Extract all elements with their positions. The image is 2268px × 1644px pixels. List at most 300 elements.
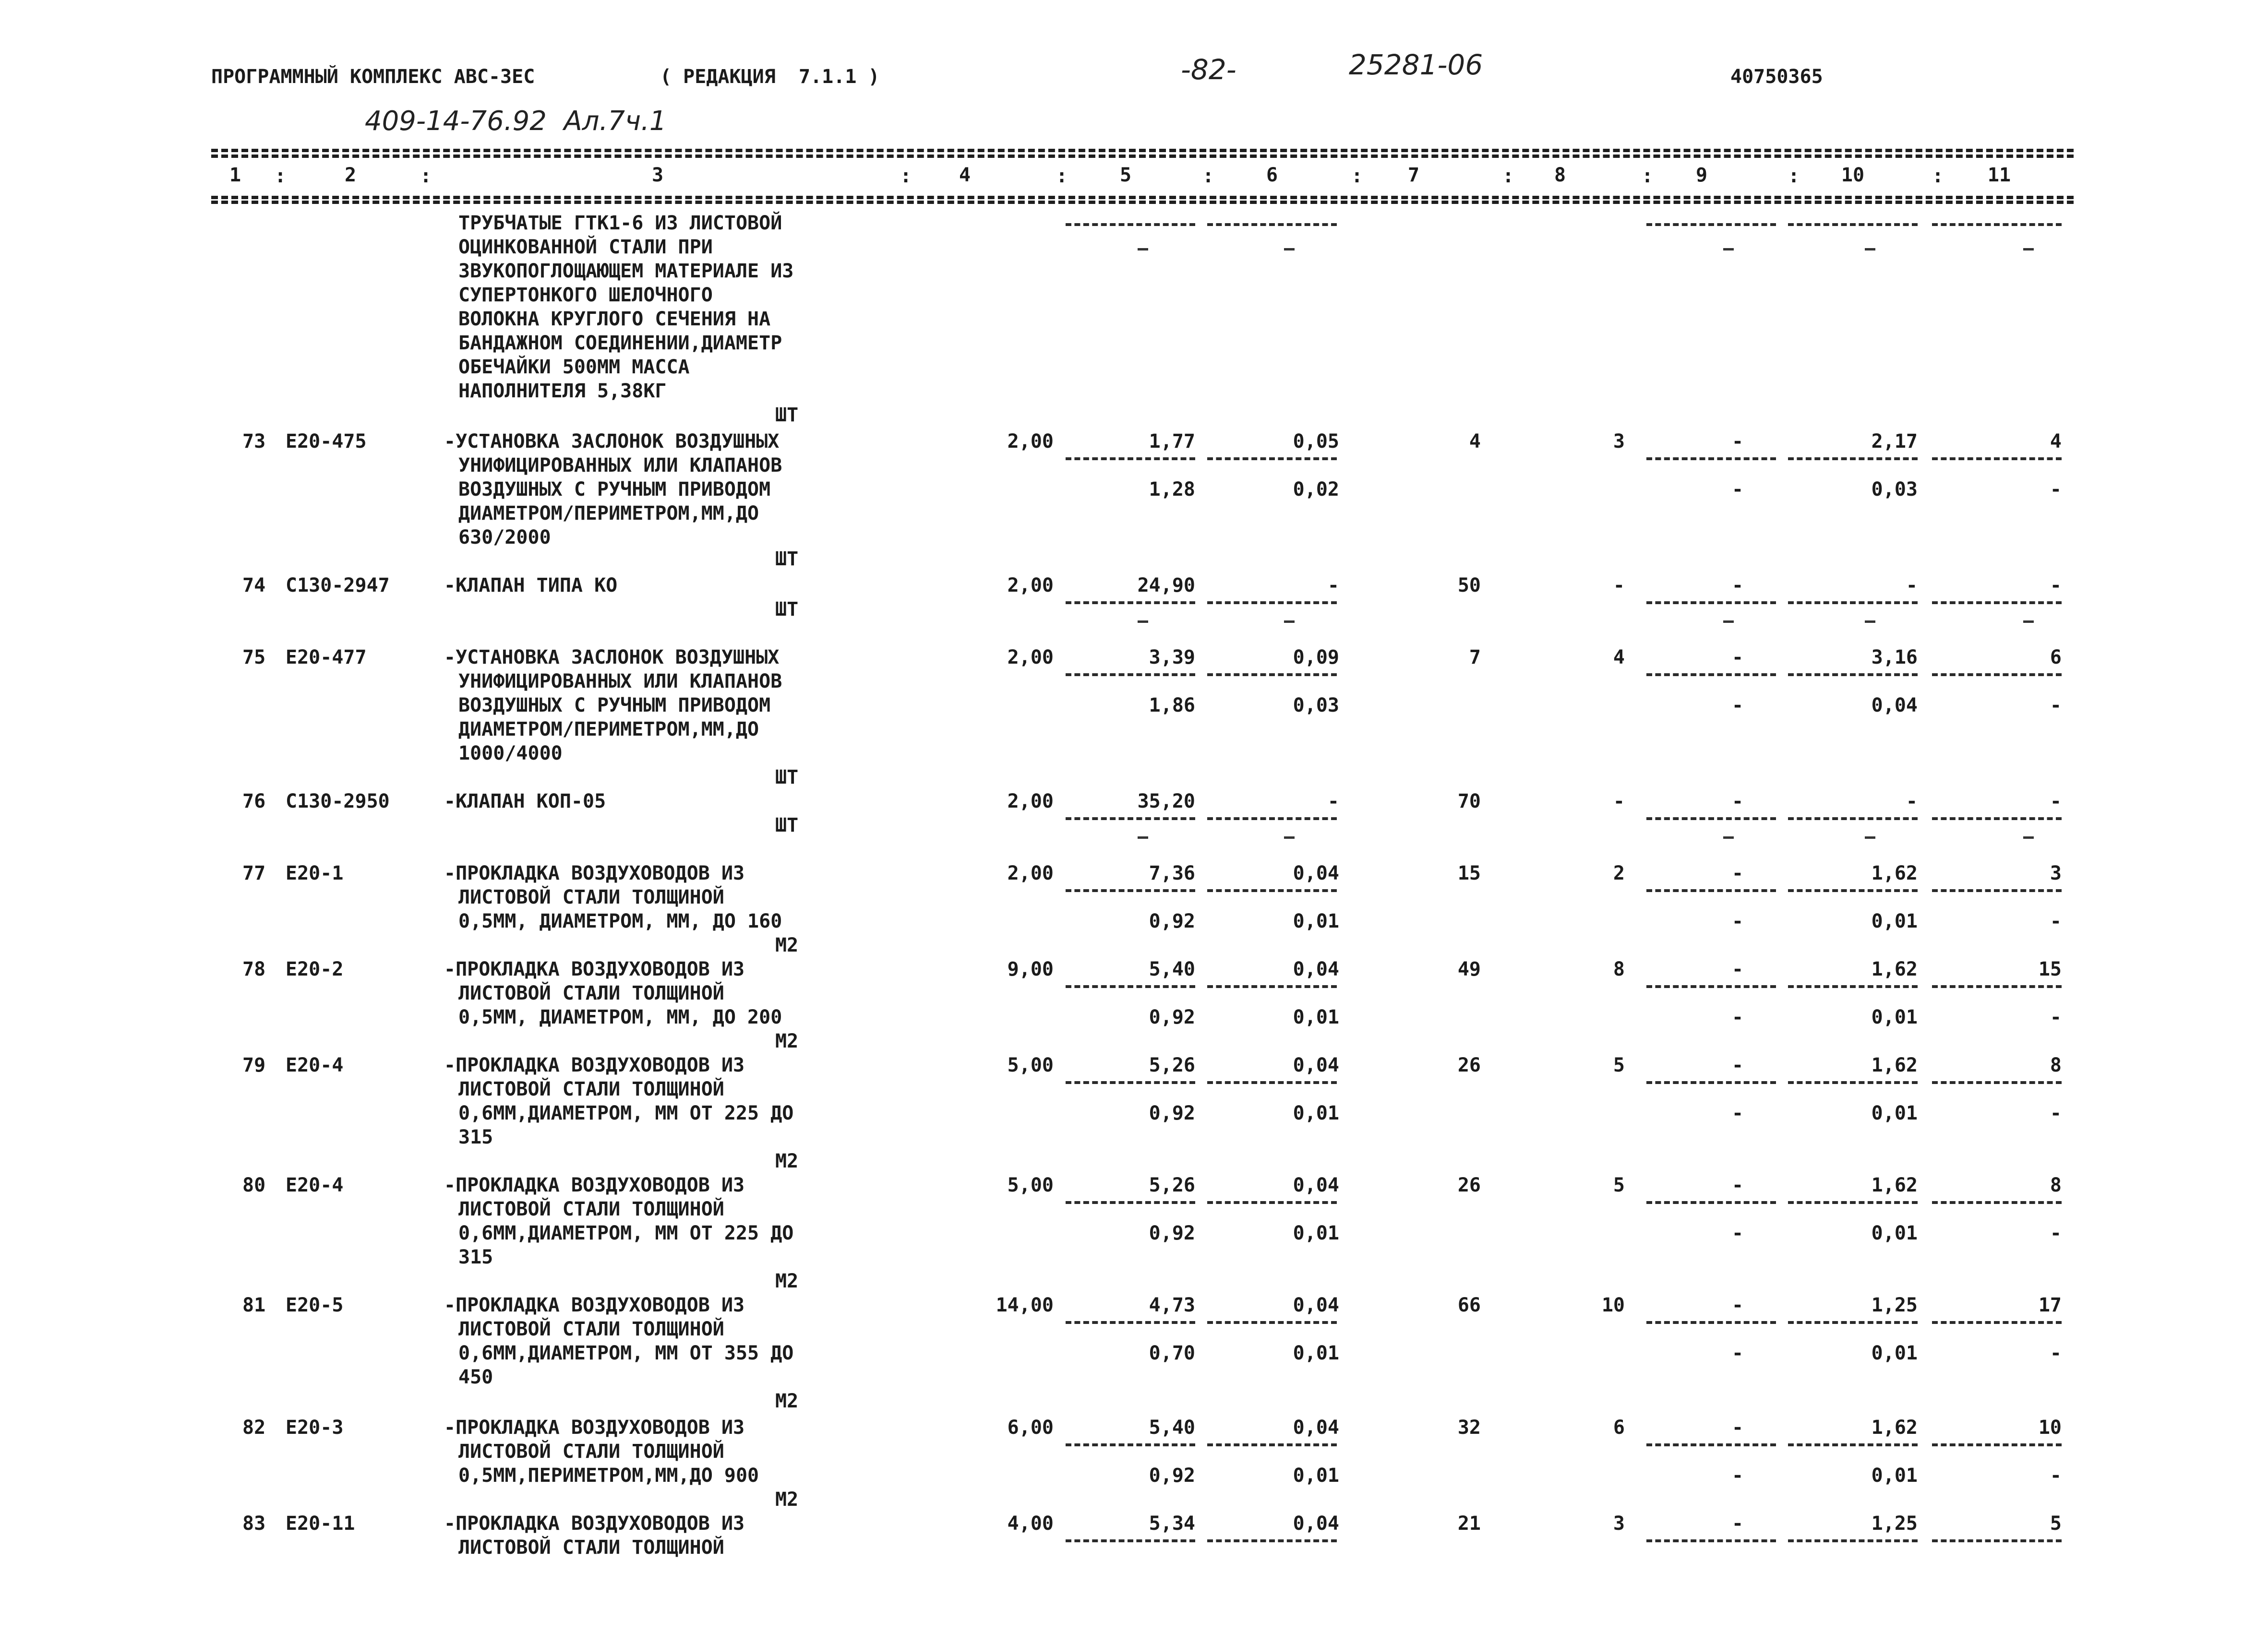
column-separator: : xyxy=(1202,165,1214,187)
description-line: -УСТАНОВКА ЗАСЛОНОК ВОЗДУШНЫХ xyxy=(444,646,780,668)
column-separator: : xyxy=(420,165,432,187)
column-9-sub-cell: - xyxy=(1731,1465,1744,1487)
description-line: ОБЕЧАЙКИ 500ММ МАССА xyxy=(458,356,690,378)
empty-cell-dash xyxy=(1865,836,1875,839)
column-7-cell: 50 xyxy=(1457,574,1481,596)
separator-rule xyxy=(1066,1321,1195,1324)
empty-cell-dash xyxy=(1284,248,1295,250)
separator-rule xyxy=(1207,601,1337,604)
description-line: -ПРОКЛАДКА ВОЗДУХОВОДОВ ИЗ xyxy=(444,958,745,980)
resource-code: Е20-4 xyxy=(286,1054,344,1076)
column-10-sub-cell: 0,01 xyxy=(1871,910,1918,932)
column-11-sub-cell: - xyxy=(2050,1342,2062,1364)
description-line: -ПРОКЛАДКА ВОЗДУХОВОДОВ ИЗ xyxy=(444,1174,745,1196)
column-11-cell: 4 xyxy=(2050,430,2062,453)
column-6-sub-cell: 0,01 xyxy=(1293,1342,1339,1364)
column-11-cell: - xyxy=(2050,574,2062,596)
separator-rule xyxy=(1207,985,1337,988)
separator-rule xyxy=(1932,985,2062,988)
column-6-cell: - xyxy=(1327,790,1339,812)
separator-rule xyxy=(1788,601,1918,604)
column-11-cell: 3 xyxy=(2050,862,2062,884)
row-number: 78 xyxy=(242,958,266,980)
unit-label: ШТ xyxy=(775,598,799,620)
separator-rule xyxy=(1207,1081,1337,1084)
unit-cost-sub-cell: 0,92 xyxy=(1149,1006,1195,1028)
separator-rule xyxy=(1646,457,1776,460)
column-9-cell: - xyxy=(1731,1174,1744,1196)
column-6-sub-cell: 0,01 xyxy=(1293,1006,1339,1028)
separator-rule xyxy=(1207,1201,1337,1204)
column-6-sub-cell: 0,01 xyxy=(1293,1102,1339,1124)
unit-cost-sub-cell: 0,92 xyxy=(1149,910,1195,932)
column-9-sub-cell: - xyxy=(1731,1102,1744,1124)
separator-rule xyxy=(1207,223,1337,226)
column-7-cell: 15 xyxy=(1457,862,1481,884)
unit-label: ШТ xyxy=(775,814,799,836)
separator-rule xyxy=(1646,1081,1776,1084)
unit-label: ШТ xyxy=(775,766,799,788)
quantity-cell: 9,00 xyxy=(1007,958,1054,980)
unit-cost-cell: 4,73 xyxy=(1149,1294,1195,1316)
separator-rule xyxy=(1788,1443,1918,1446)
quantity-cell: 4,00 xyxy=(1007,1513,1054,1535)
column-7-cell: 32 xyxy=(1457,1417,1481,1439)
program-title: ПРОГРАММНЫЙ КОМПЛЕКС АВС-3ЕС xyxy=(211,66,535,88)
separator-rule xyxy=(1788,223,1918,226)
column-10-cell: 1,25 xyxy=(1871,1513,1918,1535)
unit-label: М2 xyxy=(775,1030,799,1052)
description-line: -ПРОКЛАДКА ВОЗДУХОВОДОВ ИЗ xyxy=(444,862,745,884)
unit-cost-cell: 5,26 xyxy=(1149,1054,1195,1076)
empty-cell-dash xyxy=(1284,836,1295,839)
column-6-cell: 0,04 xyxy=(1293,1294,1339,1316)
separator-rule xyxy=(1066,457,1195,460)
column-11-sub-cell: - xyxy=(2050,910,2062,932)
column-separator: : xyxy=(275,165,287,187)
separator-rule xyxy=(1066,223,1195,226)
column-11-cell: 10 xyxy=(2038,1417,2062,1439)
description-line: БАНДАЖНОМ СОЕДИНЕНИИ,ДИАМЕТР xyxy=(458,332,782,354)
column-8-cell: 4 xyxy=(1613,646,1625,668)
separator-rule xyxy=(1646,1443,1776,1446)
column-header-8: 8 xyxy=(1554,164,1566,186)
unit-label: ШТ xyxy=(775,548,799,570)
column-9-cell: - xyxy=(1731,646,1744,668)
column-9-sub-cell: - xyxy=(1731,478,1744,500)
column-7-cell: 49 xyxy=(1457,958,1481,980)
column-9-cell: - xyxy=(1731,1513,1744,1535)
separator-rule xyxy=(1932,1443,2062,1446)
empty-cell-dash xyxy=(1865,248,1875,250)
separator-rule xyxy=(1066,1201,1195,1204)
column-6-sub-cell: 0,02 xyxy=(1293,478,1339,500)
column-6-cell: 0,04 xyxy=(1293,1417,1339,1439)
column-11-sub-cell: - xyxy=(2050,694,2062,716)
description-line: ЛИСТОВОЙ СТАЛИ ТОЛЩИНОЙ xyxy=(458,1318,724,1340)
column-header-4: 4 xyxy=(959,164,971,186)
column-11-sub-cell: - xyxy=(2050,1222,2062,1244)
column-10-cell: 1,62 xyxy=(1871,862,1918,884)
column-8-cell: 10 xyxy=(1601,1294,1625,1316)
column-10-cell: - xyxy=(1906,790,1918,812)
column-6-cell: - xyxy=(1327,574,1339,596)
column-separator: : xyxy=(1932,165,1944,187)
unit-label: М2 xyxy=(775,1390,799,1412)
unit-cost-sub-cell: 0,70 xyxy=(1149,1342,1195,1364)
column-7-cell: 21 xyxy=(1457,1513,1481,1535)
quantity-cell: 2,00 xyxy=(1007,790,1054,812)
quantity-cell: 2,00 xyxy=(1007,646,1054,668)
row-number: 81 xyxy=(242,1294,266,1316)
row-number: 75 xyxy=(242,646,266,668)
handwritten-reference: 409-14-76.92 Ал.7ч.1 xyxy=(365,106,667,137)
separator-rule xyxy=(1788,1321,1918,1324)
description-line: ДИАМЕТРОМ/ПЕРИМЕТРОМ,ММ,ДО xyxy=(458,718,759,740)
separator-rule xyxy=(1207,457,1337,460)
separator-rule xyxy=(1207,673,1337,676)
separator-rule xyxy=(1788,889,1918,892)
column-10-sub-cell: 0,01 xyxy=(1871,1006,1918,1028)
unit-cost-cell: 35,20 xyxy=(1137,790,1195,812)
description-line: СУПЕРТОНКОГО ШЕЛОЧНОГО xyxy=(458,284,713,306)
description-line: -КЛАПАН КОП-05 xyxy=(444,790,606,812)
empty-cell-dash xyxy=(1138,248,1148,250)
column-6-cell: 0,05 xyxy=(1293,430,1339,453)
column-7-cell: 26 xyxy=(1457,1174,1481,1196)
description-line: ДИАМЕТРОМ/ПЕРИМЕТРОМ,ММ,ДО xyxy=(458,502,759,524)
column-11-sub-cell: - xyxy=(2050,1006,2062,1028)
separator-rule xyxy=(1207,1443,1337,1446)
separator-rule xyxy=(1066,1539,1195,1542)
unit-label: М2 xyxy=(775,1150,799,1172)
column-11-cell: - xyxy=(2050,790,2062,812)
column-7-cell: 70 xyxy=(1457,790,1481,812)
separator-rule xyxy=(1646,985,1776,988)
resource-code: Е20-477 xyxy=(286,646,367,668)
column-separator: : xyxy=(1502,165,1514,187)
separator-rule xyxy=(1646,1539,1776,1542)
separator-rule xyxy=(1788,1201,1918,1204)
description-line: 315 xyxy=(458,1246,493,1268)
separator-rule xyxy=(1646,223,1776,226)
quantity-cell: 5,00 xyxy=(1007,1054,1054,1076)
row-number: 76 xyxy=(242,790,266,812)
column-11-cell: 8 xyxy=(2050,1054,2062,1076)
header-top-rule-2 xyxy=(211,155,2074,158)
resource-code: Е20-5 xyxy=(286,1294,344,1316)
unit-cost-cell: 5,40 xyxy=(1149,1417,1195,1439)
description-line: 0,5ММ, ДИАМЕТРОМ, ММ, ДО 200 xyxy=(458,1006,782,1028)
separator-rule xyxy=(1788,985,1918,988)
description-line: ТРУБЧАТЫЕ ГТК1-6 ИЗ ЛИСТОВОЙ xyxy=(458,212,782,234)
description-line: -ПРОКЛАДКА ВОЗДУХОВОДОВ ИЗ xyxy=(444,1054,745,1076)
empty-cell-dash xyxy=(1138,620,1148,623)
resource-code: Е20-475 xyxy=(286,430,367,453)
column-11-sub-cell: - xyxy=(2050,1465,2062,1487)
column-header-11: 11 xyxy=(1987,164,2011,186)
column-9-sub-cell: - xyxy=(1731,1342,1744,1364)
column-6-sub-cell: 0,01 xyxy=(1293,1465,1339,1487)
empty-cell-dash xyxy=(1723,248,1734,250)
column-separator: : xyxy=(1642,165,1654,187)
column-10-sub-cell: 0,01 xyxy=(1871,1465,1918,1487)
document-code: 40750365 xyxy=(1730,66,1823,88)
separator-rule xyxy=(1788,1539,1918,1542)
column-6-cell: 0,04 xyxy=(1293,1054,1339,1076)
continuation-unit: ШТ xyxy=(775,404,799,426)
separator-rule xyxy=(1066,985,1195,988)
description-line: 0,6ММ,ДИАМЕТРОМ, ММ ОТ 225 ДО xyxy=(458,1102,794,1124)
description-line: УНИФИЦИРОВАННЫХ ИЛИ КЛАПАНОВ xyxy=(458,670,782,692)
quantity-cell: 6,00 xyxy=(1007,1417,1054,1439)
header-bottom-rule-2 xyxy=(211,201,2074,204)
unit-cost-cell: 5,40 xyxy=(1149,958,1195,980)
quantity-cell: 2,00 xyxy=(1007,574,1054,596)
unit-cost-cell: 5,34 xyxy=(1149,1513,1195,1535)
unit-cost-cell: 3,39 xyxy=(1149,646,1195,668)
column-8-cell: 5 xyxy=(1613,1054,1625,1076)
description-line: ЛИСТОВОЙ СТАЛИ ТОЛЩИНОЙ xyxy=(458,1537,724,1559)
column-6-cell: 0,09 xyxy=(1293,646,1339,668)
column-header-9: 9 xyxy=(1695,164,1708,186)
separator-rule xyxy=(1646,889,1776,892)
unit-cost-sub-cell: 1,86 xyxy=(1149,694,1195,716)
column-9-sub-cell: - xyxy=(1731,1006,1744,1028)
description-line: 0,5ММ, ДИАМЕТРОМ, ММ, ДО 160 xyxy=(458,910,782,932)
column-10-sub-cell: 0,03 xyxy=(1871,478,1918,500)
column-8-cell: 5 xyxy=(1613,1174,1625,1196)
column-8-cell: - xyxy=(1613,790,1625,812)
column-11-cell: 15 xyxy=(2038,958,2062,980)
column-8-cell: 2 xyxy=(1613,862,1625,884)
column-10-cell: - xyxy=(1906,574,1918,596)
column-separator: : xyxy=(1351,165,1363,187)
column-9-cell: - xyxy=(1731,1417,1744,1439)
separator-rule xyxy=(1066,601,1195,604)
column-10-sub-cell: 0,01 xyxy=(1871,1102,1918,1124)
column-8-cell: 8 xyxy=(1613,958,1625,980)
separator-rule xyxy=(1646,817,1776,820)
column-11-cell: 6 xyxy=(2050,646,2062,668)
separator-rule xyxy=(1207,817,1337,820)
description-line: 450 xyxy=(458,1366,493,1388)
column-10-cell: 3,16 xyxy=(1871,646,1918,668)
column-10-cell: 2,17 xyxy=(1871,430,1918,453)
separator-rule xyxy=(1207,1321,1337,1324)
column-header-2: 2 xyxy=(344,164,357,186)
description-line: 0,6ММ,ДИАМЕТРОМ, ММ ОТ 225 ДО xyxy=(458,1222,794,1244)
separator-rule xyxy=(1932,673,2062,676)
separator-rule xyxy=(1066,1081,1195,1084)
description-line: -УСТАНОВКА ЗАСЛОНОК ВОЗДУШНЫХ xyxy=(444,430,780,453)
unit-cost-cell: 5,26 xyxy=(1149,1174,1195,1196)
description-line: ЛИСТОВОЙ СТАЛИ ТОЛЩИНОЙ xyxy=(458,1078,724,1100)
unit-cost-sub-cell: 0,92 xyxy=(1149,1102,1195,1124)
description-line: УНИФИЦИРОВАННЫХ ИЛИ КЛАПАНОВ xyxy=(458,454,782,477)
row-number: 82 xyxy=(242,1417,266,1439)
unit-cost-cell: 1,77 xyxy=(1149,430,1195,453)
description-line: ЛИСТОВОЙ СТАЛИ ТОЛЩИНОЙ xyxy=(458,1441,724,1463)
unit-label: М2 xyxy=(775,934,799,956)
column-7-cell: 4 xyxy=(1469,430,1481,453)
column-6-cell: 0,04 xyxy=(1293,1174,1339,1196)
column-10-cell: 1,62 xyxy=(1871,1417,1918,1439)
column-header-10: 10 xyxy=(1841,164,1865,186)
empty-cell-dash xyxy=(1138,836,1148,839)
row-number: 73 xyxy=(242,430,266,453)
column-9-cell: - xyxy=(1731,790,1744,812)
column-9-cell: - xyxy=(1731,430,1744,453)
resource-code: Е20-2 xyxy=(286,958,344,980)
column-9-cell: - xyxy=(1731,958,1744,980)
column-8-cell: 3 xyxy=(1613,430,1625,453)
description-line: -ПРОКЛАДКА ВОЗДУХОВОДОВ ИЗ xyxy=(444,1513,745,1535)
column-header-7: 7 xyxy=(1407,164,1420,186)
description-line: ЗВУКОПОГЛОЩАЮЩЕМ МАТЕРИАЛЕ ИЗ xyxy=(458,260,794,282)
empty-cell-dash xyxy=(1723,620,1734,623)
column-header-1: 1 xyxy=(229,164,241,186)
description-line: ВОЗДУШНЫХ С РУЧНЫМ ПРИВОДОМ xyxy=(458,694,771,716)
column-10-sub-cell: 0,01 xyxy=(1871,1222,1918,1244)
separator-rule xyxy=(1646,1201,1776,1204)
column-6-sub-cell: 0,01 xyxy=(1293,1222,1339,1244)
separator-rule xyxy=(1788,673,1918,676)
column-10-cell: 1,62 xyxy=(1871,1174,1918,1196)
row-number: 80 xyxy=(242,1174,266,1196)
edition-label: ( РЕДАКЦИЯ 7.1.1 ) xyxy=(660,66,880,88)
resource-code: С130-2950 xyxy=(286,790,390,812)
description-line: -ПРОКЛАДКА ВОЗДУХОВОДОВ ИЗ xyxy=(444,1417,745,1439)
separator-rule xyxy=(1646,673,1776,676)
column-11-sub-cell: - xyxy=(2050,478,2062,500)
row-number: 77 xyxy=(242,862,266,884)
resource-code: Е20-3 xyxy=(286,1417,344,1439)
description-line: 0,5ММ,ПЕРИМЕТРОМ,ММ,ДО 900 xyxy=(458,1465,759,1487)
column-separator: : xyxy=(1056,165,1068,187)
separator-rule xyxy=(1932,223,2062,226)
description-line: -ПРОКЛАДКА ВОЗДУХОВОДОВ ИЗ xyxy=(444,1294,745,1316)
column-9-cell: - xyxy=(1731,862,1744,884)
row-number: 79 xyxy=(242,1054,266,1076)
header-top-rule xyxy=(211,149,2074,152)
resource-code: Е20-1 xyxy=(286,862,344,884)
column-9-cell: - xyxy=(1731,1294,1744,1316)
unit-label: М2 xyxy=(775,1489,799,1511)
column-8-cell: - xyxy=(1613,574,1625,596)
quantity-cell: 5,00 xyxy=(1007,1174,1054,1196)
separator-rule xyxy=(1207,889,1337,892)
column-7-cell: 7 xyxy=(1469,646,1481,668)
empty-cell-dash xyxy=(1723,836,1734,839)
empty-cell-dash xyxy=(2023,620,2034,623)
column-header-3: 3 xyxy=(651,164,664,186)
row-number: 74 xyxy=(242,574,266,596)
separator-rule xyxy=(1932,1201,2062,1204)
column-11-sub-cell: - xyxy=(2050,1102,2062,1124)
separator-rule xyxy=(1932,1321,2062,1324)
description-line: ВОЛОКНА КРУГЛОГО СЕЧЕНИЯ НА xyxy=(458,308,771,330)
column-9-sub-cell: - xyxy=(1731,910,1744,932)
column-9-sub-cell: - xyxy=(1731,694,1744,716)
unit-cost-sub-cell: 0,92 xyxy=(1149,1222,1195,1244)
separator-rule xyxy=(1646,601,1776,604)
description-line: -КЛАПАН ТИПА КО xyxy=(444,574,618,596)
column-9-cell: - xyxy=(1731,574,1744,596)
column-8-cell: 6 xyxy=(1613,1417,1625,1439)
column-11-cell: 17 xyxy=(2038,1294,2062,1316)
column-header-5: 5 xyxy=(1119,164,1132,186)
separator-rule xyxy=(1932,457,2062,460)
unit-cost-sub-cell: 0,92 xyxy=(1149,1465,1195,1487)
document-number: 25281-06 xyxy=(1349,48,1483,81)
separator-rule xyxy=(1788,457,1918,460)
description-line: ВОЗДУШНЫХ С РУЧНЫМ ПРИВОДОМ xyxy=(458,478,771,500)
separator-rule xyxy=(1066,673,1195,676)
description-line: ЛИСТОВОЙ СТАЛИ ТОЛЩИНОЙ xyxy=(458,886,724,908)
quantity-cell: 2,00 xyxy=(1007,862,1054,884)
empty-cell-dash xyxy=(2023,836,2034,839)
column-separator: : xyxy=(900,165,912,187)
column-10-sub-cell: 0,01 xyxy=(1871,1342,1918,1364)
column-10-cell: 1,62 xyxy=(1871,958,1918,980)
description-line: 630/2000 xyxy=(458,526,551,548)
column-header-6: 6 xyxy=(1266,164,1278,186)
separator-rule xyxy=(1932,1081,2062,1084)
separator-rule xyxy=(1066,817,1195,820)
column-separator: : xyxy=(1788,165,1800,187)
separator-rule xyxy=(1646,1321,1776,1324)
resource-code: Е20-11 xyxy=(286,1513,355,1535)
quantity-cell: 2,00 xyxy=(1007,430,1054,453)
column-11-cell: 5 xyxy=(2050,1513,2062,1535)
unit-cost-cell: 7,36 xyxy=(1149,862,1195,884)
separator-rule xyxy=(1066,1443,1195,1446)
separator-rule xyxy=(1932,1539,2062,1542)
description-line: 0,6ММ,ДИАМЕТРОМ, ММ ОТ 355 ДО xyxy=(458,1342,794,1364)
separator-rule xyxy=(1788,1081,1918,1084)
column-6-sub-cell: 0,01 xyxy=(1293,910,1339,932)
column-8-cell: 3 xyxy=(1613,1513,1625,1535)
description-line: НАПОЛНИТЕЛЯ 5,38КГ xyxy=(458,380,667,402)
separator-rule xyxy=(1788,817,1918,820)
column-11-cell: 8 xyxy=(2050,1174,2062,1196)
resource-code: Е20-4 xyxy=(286,1174,344,1196)
quantity-cell: 14,00 xyxy=(996,1294,1054,1316)
column-6-cell: 0,04 xyxy=(1293,1513,1339,1535)
page-number: -82- xyxy=(1181,53,1236,86)
empty-cell-dash xyxy=(1865,620,1875,623)
column-9-sub-cell: - xyxy=(1731,1222,1744,1244)
description-line: ОЦИНКОВАННОЙ СТАЛИ ПРИ xyxy=(458,236,713,258)
separator-rule xyxy=(1932,817,2062,820)
column-6-cell: 0,04 xyxy=(1293,958,1339,980)
column-6-cell: 0,04 xyxy=(1293,862,1339,884)
unit-label: М2 xyxy=(775,1270,799,1292)
column-10-sub-cell: 0,04 xyxy=(1871,694,1918,716)
empty-cell-dash xyxy=(2023,248,2034,250)
description-line: 315 xyxy=(458,1126,493,1148)
column-7-cell: 66 xyxy=(1457,1294,1481,1316)
header-bottom-rule xyxy=(211,196,2074,199)
row-number: 83 xyxy=(242,1513,266,1535)
resource-code: С130-2947 xyxy=(286,574,390,596)
column-10-cell: 1,25 xyxy=(1871,1294,1918,1316)
separator-rule xyxy=(1207,1539,1337,1542)
separator-rule xyxy=(1066,889,1195,892)
column-9-cell: - xyxy=(1731,1054,1744,1076)
unit-cost-sub-cell: 1,28 xyxy=(1149,478,1195,500)
